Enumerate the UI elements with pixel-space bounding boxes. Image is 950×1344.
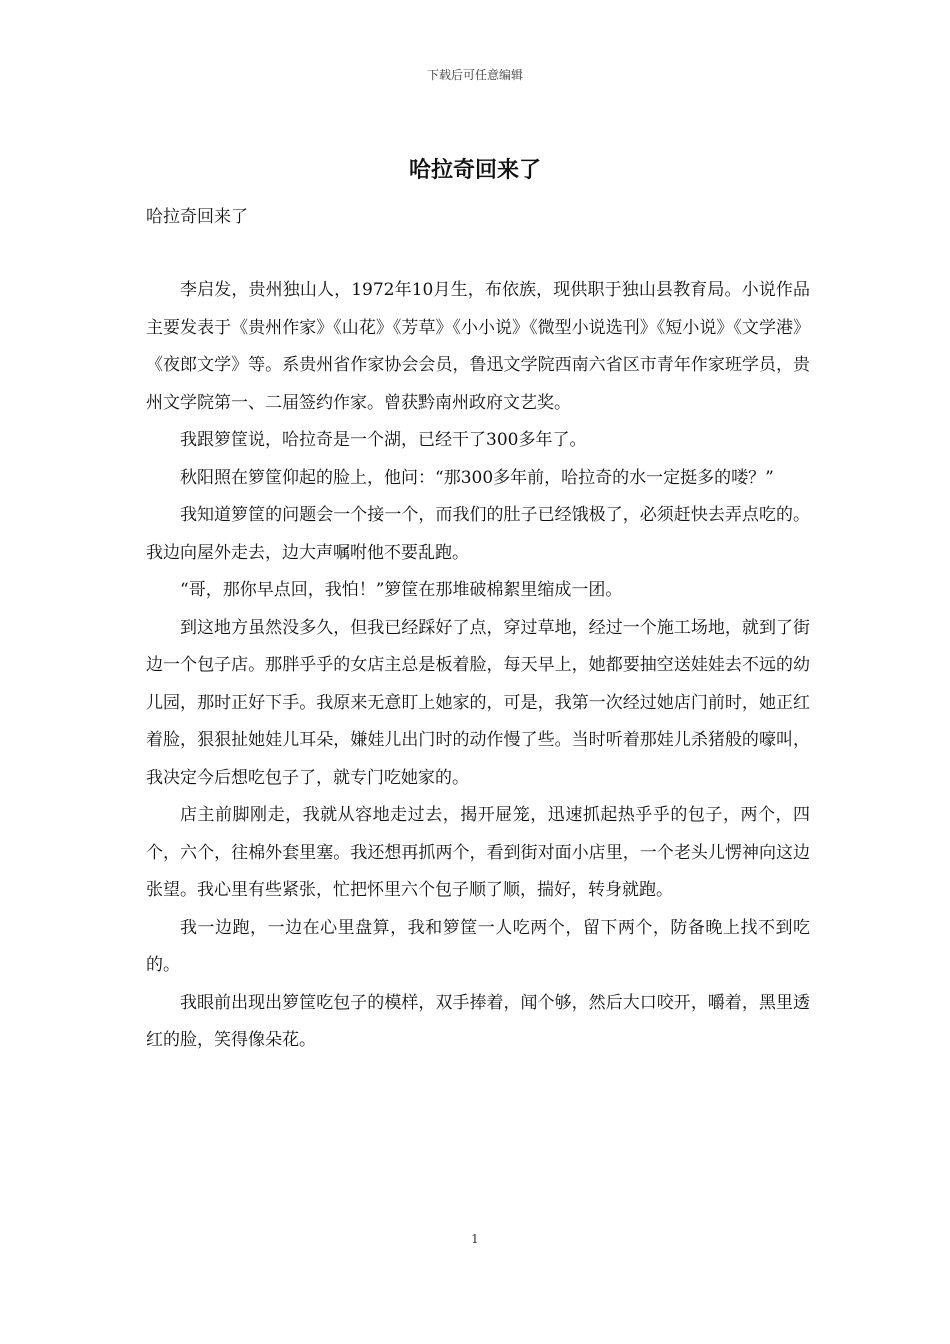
paragraph: 我知道箩筐的问题会一个接一个，而我们的肚子已经饿极了，必须赶快去弄点吃的。我边向屋外走去，边大声嘱咐他不要乱跑。 (146, 505, 810, 563)
paragraph: 秋阳照在箩筐仰起的脸上，他问：“那300多年前，哈拉奇的水一定挺多的喽？” (180, 467, 774, 488)
paragraph: 店主前脚刚走，我就从容地走过去，揭开屉笼，迅速抓起热乎乎的包子，两个，四个，六个，往棉外套里塞。我还想再抓两个，看到街对面小店里，一个老头儿愣神向这边张望。我心里有些紧张，忙把怀里六个包子顺了顺，揣好，转身就跑。 (146, 805, 810, 900)
document-body (146, 272, 810, 1060)
header-note: 下载后可任意编辑 (426, 68, 523, 82)
page-number: 1 (471, 1232, 479, 1246)
paragraph: 我一边跑，一边在心里盘算，我和箩筐一人吃两个，留下两个，防备晚上找不到吃的。 (146, 917, 810, 975)
document-subtitle: 哈拉奇回来了 (146, 207, 248, 227)
paragraph: “哥，那你早点回，我怕！”箩筐在那堆破棉絮里缩成一团。 (180, 580, 623, 600)
paragraph: 到这地方虽然没多久，但我已经踩好了点，穿过草地，经过一个施工场地，就到了街边一个包子店。那胖乎乎的女店主总是板着脸，每天早上，她都要抽空送娃娃去不远的幼儿园，那时正好下手。我原来无意盯上她家的，可是，我第一次经过她店门前时，她正红着脸，狠狠扯她娃儿耳朵，嫌娃儿出门时的动作慢了些。当时听着那娃儿杀猪般的嚎叫，我决定今后想吃包子了，就专门吃她家的。 (146, 617, 810, 788)
paragraph: 我眼前出现出箩筐吃包子的模样，双手捧着，闻个够，然后大口咬开，嚼着，黑里透红的脸，笑得像朵花。 (146, 992, 810, 1050)
paragraph: 我跟箩筐说，哈拉奇是一个湖，已经干了300多年了。 (180, 430, 587, 450)
document-title: 哈拉奇回来了 (408, 158, 541, 183)
paragraph-author-bio: 李启发，贵州独山人，1972年10月生，布依族，现供职于独山县教育局。小说作品主要发表于《贵州作家》《山花》《芳草》《小小说》《微型小说选刊》《短小说》《文学港》《夜郎文学》等。系贵州省作家协会会员，鲁迅文学院西南六省区市青年作家班学员，贵州文学院第一、二届签约作家。曾获黔南州政府文艺奖。 (146, 280, 810, 413)
